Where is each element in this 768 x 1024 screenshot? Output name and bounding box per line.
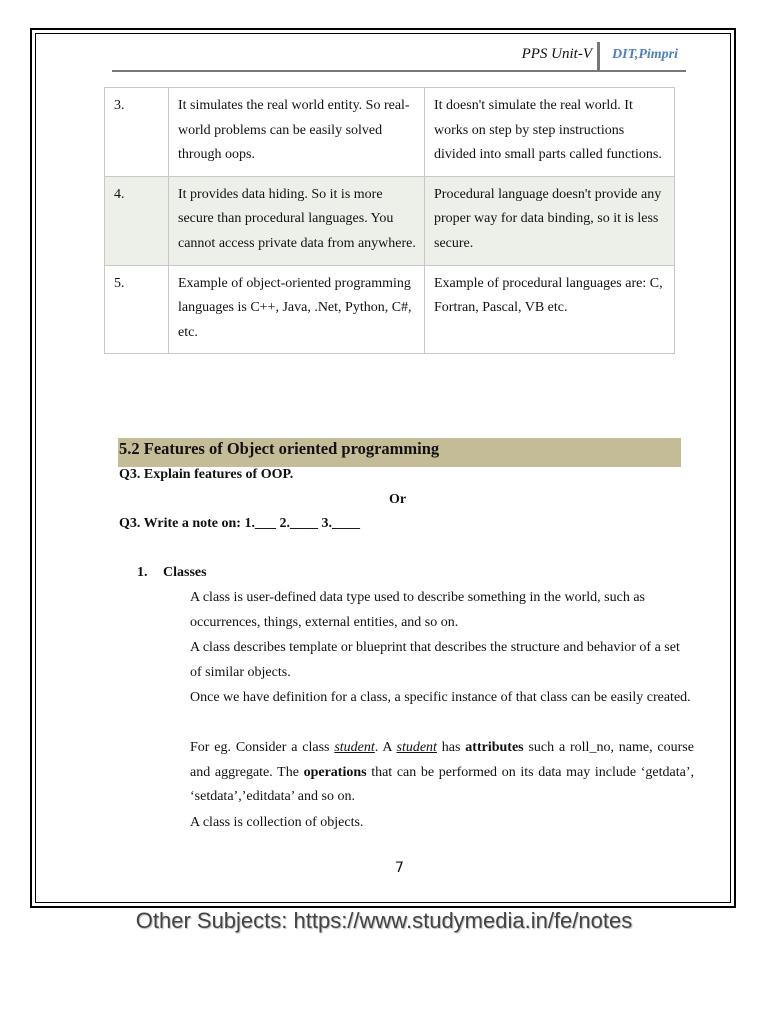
text-run: has: [436, 740, 466, 755]
procedural-cell: Example of procedural languages are: C, Fortran, Pascal, VB etc.: [425, 265, 675, 354]
classes-paragraph-3: Once we have definition for a class, a specific instance of that class can be easily created.: [190, 690, 691, 705]
row-number: 5.: [105, 265, 169, 354]
section-heading: 5.2 Features of Object oriented programming: [118, 438, 681, 467]
page-header: [112, 44, 686, 72]
table-row: [105, 88, 675, 177]
footer-link[interactable]: Other Subjects: https://www.studymedia.in/fe/notes: [135, 908, 633, 933]
or-separator: Or: [389, 492, 407, 507]
oop-cell: It simulates the real world entity. So real-world problems can be easily solved through oops.: [169, 88, 425, 177]
classes-paragraph-1: A class is user-defined data type used to describe something in the world, such as occurrences, things, external entities, and so on.: [190, 590, 645, 630]
text-run: that can be performed on its data may include ‘getdata’, ‘setdata’,’editdata’ and so on.: [190, 764, 694, 805]
item-heading: [137, 565, 207, 581]
header-divider: [597, 42, 600, 70]
operations-term: operations: [303, 764, 367, 780]
table-row: [105, 176, 675, 265]
question-note: Q3. Write a note on: 1.___ 2.____ 3.____: [119, 516, 360, 531]
text-run: . A: [374, 740, 397, 755]
oop-cell: It provides data hiding. So it is more secure than procedural languages. You cannot access private data from anywhere.: [169, 176, 425, 265]
student-term: student: [396, 740, 437, 755]
oop-cell: Example of object-oriented programming languages is C++, Java, .Net, Python, C#, etc.: [169, 265, 425, 354]
procedural-cell: It doesn't simulate the real world. It works on step by step instructions divided into small parts called functions.: [425, 88, 675, 177]
header-institute: DIT,Pimpri: [612, 47, 678, 62]
classes-paragraph-4: [190, 736, 694, 810]
row-number: 3.: [105, 88, 169, 177]
comparison-table: [104, 87, 675, 354]
table-row: [105, 265, 675, 354]
text-run: For eg. Consider a class: [190, 740, 335, 755]
page-number: 7: [395, 860, 404, 876]
classes-paragraph-2: A class describes template or blueprint that describes the structure and behavior of a set of similar objects.: [190, 640, 680, 680]
student-term: student: [334, 740, 375, 755]
item-number: 1.: [137, 565, 148, 580]
header-unit: PPS Unit-V: [521, 46, 592, 62]
question-explain: Q3. Explain features of OOP.: [119, 467, 294, 482]
procedural-cell: Procedural language doesn't provide any proper way for data binding, so it is less secure.: [425, 176, 675, 265]
text-run: such a roll_no, name, course and aggregate. The: [190, 740, 694, 780]
attributes-term: attributes: [465, 740, 524, 755]
classes-paragraph-5: A class is collection of objects.: [190, 815, 364, 830]
item-title: Classes: [163, 565, 207, 580]
row-number: 4.: [105, 176, 169, 265]
